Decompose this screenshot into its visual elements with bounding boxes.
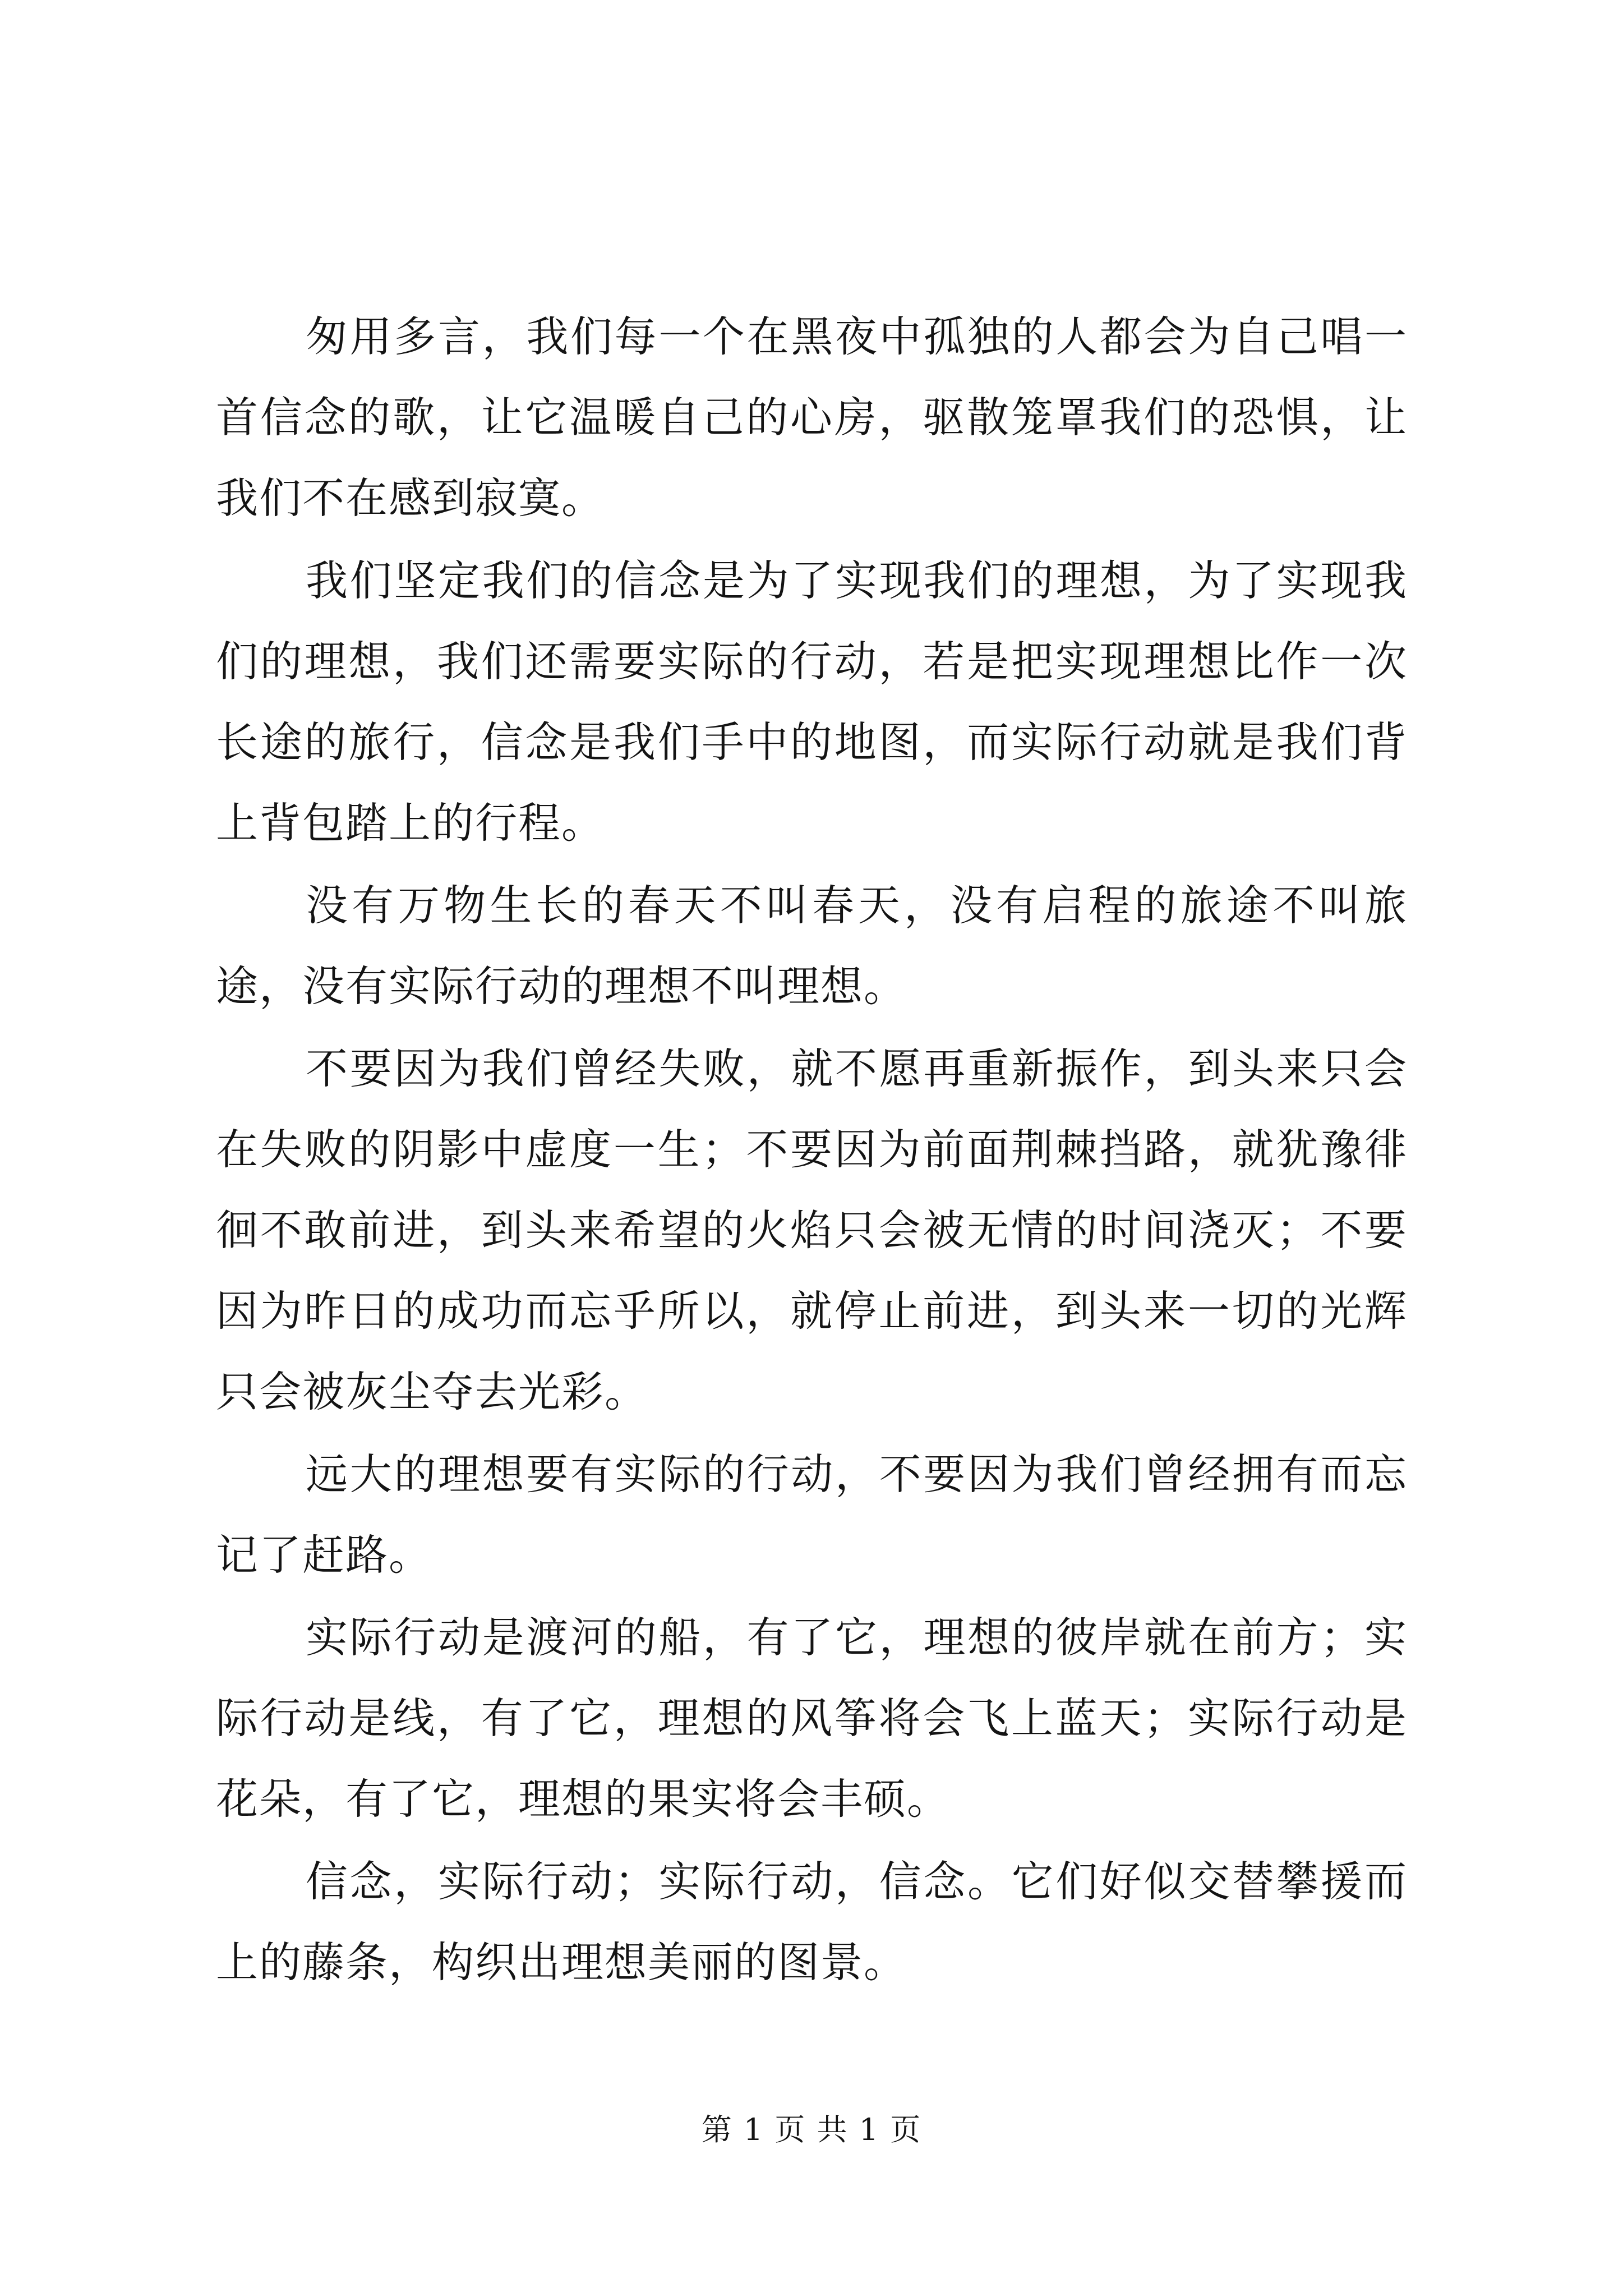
paragraph: 远大的理想要有实际的行动，不要因为我们曾经拥有而忘记了赶路。 [216,1450,1408,1580]
paragraph: 我们坚定我们的信念是为了实现我们的理想，为了实现我们的理想，我们还需要实际的行动，若是把实现理想比作一次长途的旅行，信念是我们手中的地图，而实际行动就是我们背上背包踏上的行程。 [216,556,1408,848]
paragraph: 没有万物生长的春天不叫春天，没有启程的旅途不叫旅途，没有实际行动的理想不叫理想。 [216,881,1408,1011]
page-footer: 第 1 页 共 1 页 [701,2112,922,2147]
paragraph: 实际行动是渡河的船，有了它，理想的彼岸就在前方；实际行动是线，有了它，理想的风筝将会飞上蓝天；实际行动是花朵，有了它，理想的果实将会丰硕。 [216,1613,1408,1824]
document-body [216,296,1408,2004]
paragraph: 信念，实际行动；实际行动，信念。它们好似交替攀援而上的藤条，构织出理想美丽的图景。 [216,1857,1408,1987]
paragraph: 匆用多言，我们每一个在黑夜中孤独的人都会为自己唱一首信念的歌，让它温暖自己的心房，驱散笼罩我们的恐惧，让我们不在感到寂寞。 [216,312,1408,523]
paragraph: 不要因为我们曾经失败，就不愿再重新振作，到头来只会在失败的阴影中虚度一生；不要因为前面荆棘挡路，就犹豫徘徊不敢前进，到头来希望的火焰只会被无情的时间浇灭；不要因为昨日的成功而忘乎所以，就停止前进，到头来一切的光辉只会被灰尘夺去光彩。 [216,1044,1408,1416]
